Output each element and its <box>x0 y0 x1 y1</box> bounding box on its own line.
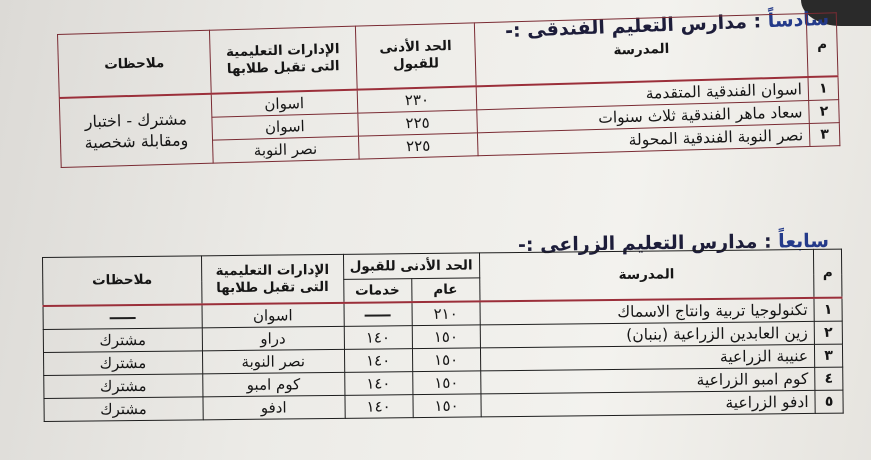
header-min: الحد الأدنى للقبول <box>343 253 479 279</box>
row-school: اسوان الفندقية المتقدمة <box>477 77 809 110</box>
row-note: مشترك <box>44 397 203 422</box>
row-school: عنيبة الزراعية <box>480 344 815 371</box>
section-agri-number: سابعاً <box>778 229 830 253</box>
row-idx: ٣ <box>814 344 842 367</box>
row-services: ١٤٠ <box>344 349 412 373</box>
header-admins: الإدارات التعليمية التى تقبل طلابها <box>201 254 343 304</box>
row-services-empty <box>344 302 412 326</box>
row-general: ١٥٠ <box>412 394 480 418</box>
row-school: تكنولوجيا تربية وانتاج الاسماك <box>479 298 814 325</box>
header-notes: ملاحظات <box>43 256 202 306</box>
row-min: ٢٢٥ <box>358 133 478 159</box>
row-school: كوم امبو الزراعية <box>480 367 815 394</box>
header-idx: م <box>806 13 838 77</box>
row-admin: ادفو <box>203 395 345 419</box>
header-admins: الإدارات التعليمية التى تقبل طلابها <box>209 26 356 94</box>
row-general: ١٥٠ <box>412 325 480 349</box>
row-school: نصر النوبة الفندقية المحولة <box>478 124 810 156</box>
row-idx: ٥ <box>815 390 843 413</box>
row-admin: اسوان <box>212 113 358 140</box>
row-note-empty <box>43 304 202 329</box>
row-admin: اسوان <box>211 90 357 118</box>
row-school: سعاد ماهر الفندقية ثلاث سنوات <box>477 101 809 133</box>
row-idx: ٢ <box>814 321 842 344</box>
row-admin: نصر النوبة <box>212 136 358 163</box>
row-notes-merged: مشترك - اختبار ومقابلة شخصية <box>59 94 213 168</box>
header-notes: ملاحظات <box>58 30 212 98</box>
section-agri-title: : مدارس التعليم الزراعى :- <box>517 230 772 257</box>
row-idx: ١ <box>814 298 842 322</box>
row-admin: دراو <box>202 326 344 350</box>
row-min: ٢٢٥ <box>357 110 477 136</box>
row-admin: اسوان <box>202 303 344 328</box>
row-note: مشترك <box>43 328 202 353</box>
row-admin: نصر النوبة <box>202 349 344 373</box>
row-school: زين العابدين الزراعية (بنبان) <box>480 321 815 348</box>
row-general: ١٥٠ <box>412 348 480 372</box>
agri-schools-table <box>42 249 844 422</box>
row-admin: كوم امبو <box>202 372 344 396</box>
row-idx: ٣ <box>809 123 840 147</box>
row-idx: ٤ <box>815 367 843 390</box>
section-hotel-number: سادساً <box>767 7 830 33</box>
row-idx: ٢ <box>809 100 840 124</box>
header-general: عام <box>411 278 479 302</box>
row-general: ١٥٠ <box>412 371 480 395</box>
row-general: ٢١٠ <box>412 301 480 325</box>
hotel-schools-table <box>57 12 840 168</box>
header-school: المدرسة <box>479 249 814 301</box>
header-school: المدرسة <box>475 14 808 87</box>
row-services: ١٤٠ <box>344 326 412 350</box>
dash-mark <box>110 317 136 319</box>
row-idx: ١ <box>808 76 839 100</box>
header-idx: م <box>813 249 841 298</box>
dash-mark <box>365 314 391 316</box>
row-note: مشترك <box>44 374 203 399</box>
section-hotel-title: : مدارس التعليم الفندقى :- <box>504 10 762 43</box>
header-min: الحد الأدنى للقبول <box>355 23 477 90</box>
row-note: مشترك <box>44 351 203 376</box>
row-services: ١٤٠ <box>344 395 412 419</box>
header-services: خدمات <box>343 279 411 303</box>
row-school: ادفو الزراعية <box>480 390 815 417</box>
row-services: ١٤٠ <box>344 372 412 396</box>
row-min: ٢٣٠ <box>357 86 477 113</box>
